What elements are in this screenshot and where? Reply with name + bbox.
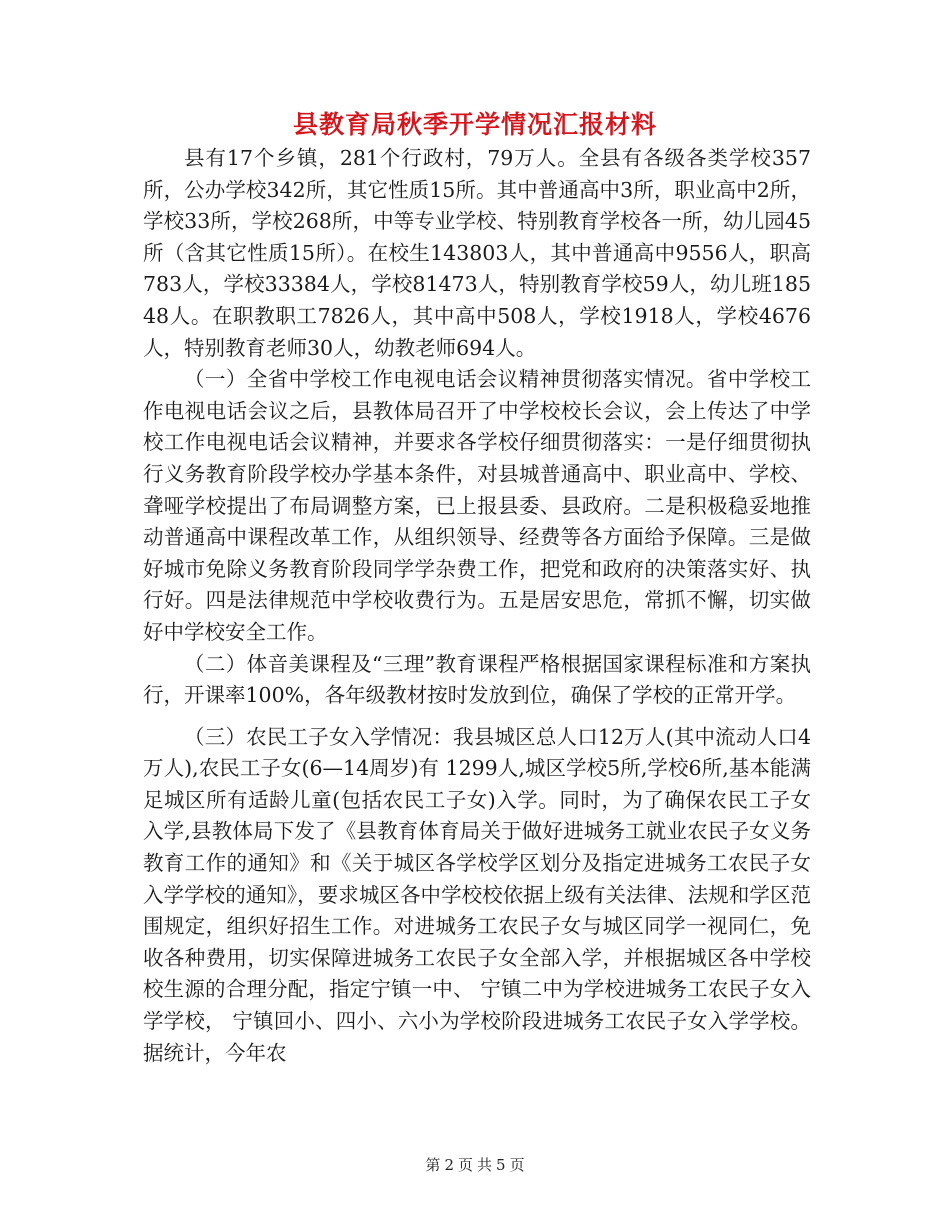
footer-total-pages: 5 (496, 1156, 506, 1174)
footer-total-unit: 页 (509, 1156, 525, 1174)
footer-total-prefix: 共 (477, 1156, 493, 1174)
paragraph-section-3: （三）农民工子女入学情况：我县城区总人口12万人(其中流动人口4万人),农民工子女(6—14周岁)有 1299人,城区学校5所,学校6所,基本能满足城区所有适龄儿童(包括农民工子女)入学。同时，为了确保农民工子女入学,县教体局下发了《县教育体育局关于做好进城务工就业农民子女义务教育工作的通知》和《关于城区各学校学区划分及指定进城务工农民子女入学学校的通知》，要求城区各中学校校依据上级有关法律、法规和学区范围规定，组织好招生工作。对进城务工农民子女与城区同学一视同仁，免收各种费用，切实保障进城务工农民子女全部入学，并根据城区各中学校校生源的合理分配，指定宁镇一中、 宁镇二中为学校进城务工农民子女入学学校， 宁镇回小、四小、六小为学校阶段进城务工农民子女入学学校。据统计，今年农 (143, 724, 811, 1065)
paragraph-section-2: （二）体音美课程及“三理”教育课程严格根据国家课程标准和方案执行，开课率100%，各年级教材按时发放到位，确保了学校的正常开学。 (143, 651, 811, 708)
footer-page-unit: 页 (457, 1156, 473, 1174)
footer-page-number: 2 (444, 1156, 454, 1174)
page-footer (0, 1155, 950, 1175)
document-body (143, 143, 811, 1069)
document-title: 县教育局秋季开学情况汇报材料 (292, 110, 657, 139)
footer-prefix: 第 (425, 1156, 441, 1174)
paragraph-overview: 县有17个乡镇，281个行政村，79万人。全县有各级各类学校357所，公办学校342所，其它性质15所。其中普通高中3所，职业高中2所，学校33所，学校268所，中等专业学校、特别教育学校各一所，幼儿园45所（含其它性质15所）。在校生143803人，其中普通高中9556人，职高783人，学校33384人，学校81473人，特别教育学校59人，幼儿班18548人。在职教职工7826人，其中高中508人，学校1918人，学校4676人，特别教育老师30人，幼教老师694人。 (143, 146, 811, 360)
paragraph-section-1: （一）全省中学校工作电视电话会议精神贯彻落实情况。省中学校工作电视电话会议之后，县教体局召开了中学校校长会议，会上传达了中学校工作电视电话会议精神，并要求各学校仔细贯彻落实：一是仔细贯彻执行义务教育阶段学校办学基本条件，对县城普通高中、职业高中、学校、聋哑学校提出了布局调整方案，已上报县委、县政府。二是积极稳妥地推动普通高中课程改革工作，从组织领导、经费等各方面给予保障。三是做好城市免除义务教育阶段同学学杂费工作，把党和政府的决策落实好、执行好。四是法律规范中学校收费行为。五是居安思危，常抓不懈，切实做好中学校安全工作。 (143, 367, 811, 644)
